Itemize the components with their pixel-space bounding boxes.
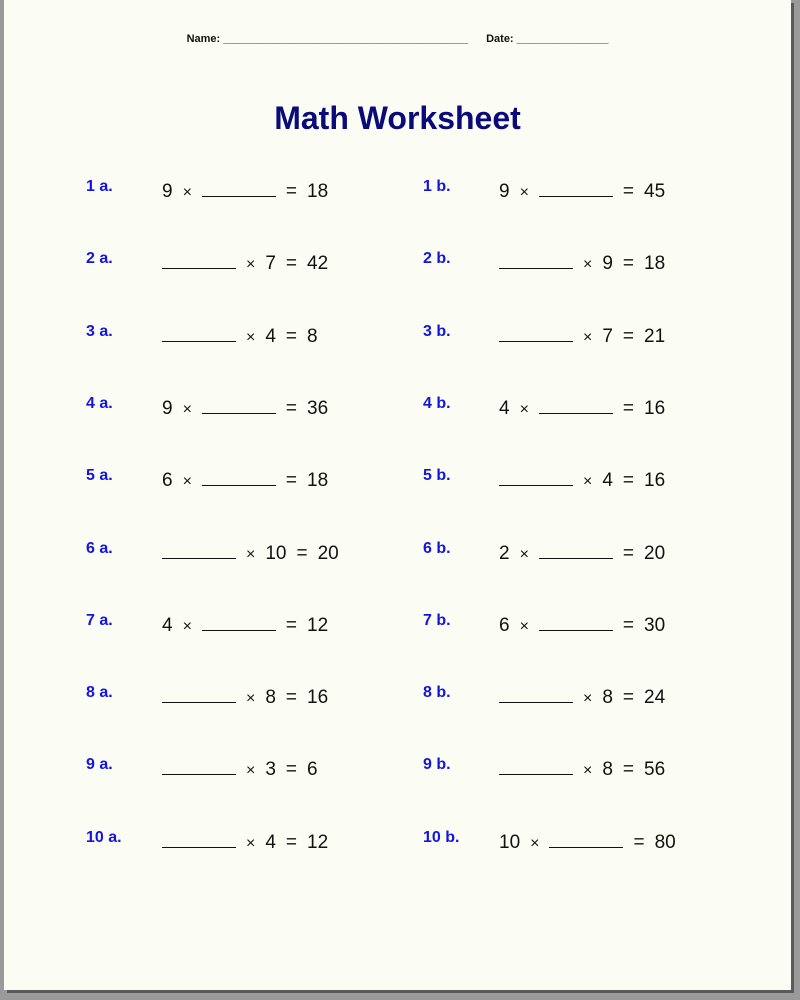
result: 18 — [307, 470, 329, 492]
problem-label: 3 a. — [86, 322, 113, 340]
equation — [162, 323, 318, 348]
equation — [499, 178, 665, 203]
equals-sign: = — [622, 253, 635, 275]
problem-label: 4 b. — [423, 394, 451, 412]
times-sign: × — [583, 328, 593, 346]
result: 16 — [644, 470, 666, 492]
equation — [499, 829, 676, 854]
result: 42 — [307, 253, 329, 275]
equals-sign: = — [622, 542, 635, 564]
times-sign: × — [530, 834, 540, 852]
second-factor: 3 — [265, 759, 276, 781]
second-factor: 4 — [265, 831, 276, 853]
result: 56 — [644, 759, 666, 781]
equation — [162, 250, 328, 275]
result: 24 — [644, 687, 666, 709]
equals-sign: = — [285, 181, 298, 202]
problem-label: 6 a. — [86, 539, 113, 557]
answer-blank[interactable] — [539, 612, 613, 631]
problem-label: 9 b. — [423, 756, 451, 774]
worksheet-page — [4, 0, 791, 990]
result: 16 — [644, 397, 666, 419]
problem-label: 7 b. — [423, 611, 451, 629]
first-factor: 9 — [162, 181, 173, 202]
first-factor: 9 — [499, 181, 510, 202]
times-sign: × — [246, 328, 256, 346]
equation — [162, 395, 328, 420]
problem-label: 6 b. — [423, 539, 451, 557]
times-sign: × — [182, 184, 192, 201]
times-sign: × — [519, 545, 529, 563]
times-sign: × — [246, 545, 256, 563]
problem-label: 2 a. — [86, 250, 113, 268]
problem-label: 3 b. — [423, 322, 451, 340]
equals-sign: = — [296, 542, 308, 564]
answer-blank[interactable] — [549, 829, 623, 848]
answer-blank[interactable] — [202, 178, 276, 197]
second-factor: 9 — [602, 253, 613, 275]
result: 12 — [307, 831, 329, 853]
second-factor: 8 — [265, 687, 276, 709]
result: 20 — [317, 542, 339, 564]
equation — [162, 540, 339, 565]
problem-label: 7 a. — [86, 611, 113, 629]
name-label: Name: — [186, 33, 221, 45]
equals-sign: = — [285, 397, 298, 419]
problem-label: 5 a. — [86, 467, 113, 485]
problem-label: 1 b. — [423, 178, 451, 195]
problem-label: 2 b. — [423, 250, 451, 268]
equals-sign: = — [622, 759, 635, 781]
times-sign: × — [519, 184, 529, 201]
equals-sign: = — [622, 614, 635, 636]
problem-label: 8 b. — [423, 684, 451, 702]
result: 18 — [307, 181, 329, 202]
equation — [162, 756, 318, 781]
header — [4, 33, 791, 45]
equation — [499, 756, 665, 781]
first-factor: 4 — [162, 614, 173, 636]
equals-sign: = — [285, 325, 298, 347]
answer-blank[interactable] — [499, 250, 573, 269]
answer-blank[interactable] — [162, 540, 236, 559]
equation — [499, 467, 665, 492]
equals-sign: = — [622, 181, 635, 202]
times-sign: × — [583, 256, 593, 274]
answer-blank[interactable] — [202, 395, 276, 414]
equation — [499, 323, 665, 348]
result: 80 — [654, 831, 676, 853]
second-factor: 4 — [265, 325, 276, 347]
first-factor: 10 — [499, 831, 521, 853]
equation — [499, 612, 665, 637]
answer-blank[interactable] — [162, 250, 236, 269]
result: 20 — [644, 542, 666, 564]
problem-label: 1 a. — [86, 178, 113, 195]
second-factor: 10 — [265, 542, 287, 564]
result: 45 — [644, 181, 666, 202]
equals-sign: = — [285, 831, 298, 853]
first-factor: 6 — [162, 470, 173, 492]
result: 8 — [307, 325, 318, 347]
problem-label: 10 b. — [423, 828, 460, 846]
equals-sign: = — [285, 253, 298, 275]
first-factor: 4 — [499, 397, 510, 419]
answer-blank[interactable] — [162, 829, 236, 848]
times-sign: × — [583, 762, 593, 780]
times-sign: × — [246, 762, 256, 780]
page-title: Math Worksheet — [274, 100, 521, 136]
times-sign: × — [246, 690, 256, 708]
answer-blank[interactable] — [539, 395, 613, 414]
answer-blank[interactable] — [499, 467, 573, 486]
equals-sign: = — [285, 614, 298, 636]
first-factor: 9 — [162, 397, 173, 419]
answer-blank[interactable] — [539, 540, 613, 559]
answer-blank[interactable] — [202, 612, 276, 631]
second-factor: 7 — [602, 325, 613, 347]
times-sign: × — [182, 617, 192, 635]
equals-sign: = — [285, 687, 298, 709]
equation — [162, 178, 328, 203]
problem-label: 8 a. — [86, 684, 113, 702]
equation — [162, 829, 328, 854]
result: 6 — [307, 759, 318, 781]
second-factor: 8 — [602, 759, 613, 781]
answer-blank[interactable] — [162, 684, 236, 703]
times-sign: × — [246, 256, 256, 274]
equals-sign: = — [285, 759, 298, 781]
answer-blank[interactable] — [499, 684, 573, 703]
date-label: Date: — [486, 33, 514, 45]
times-sign: × — [519, 617, 529, 635]
answer-blank[interactable] — [162, 756, 236, 775]
equals-sign: = — [622, 687, 635, 709]
equals-sign: = — [633, 831, 645, 853]
result: 30 — [644, 614, 666, 636]
problem-label: 9 a. — [86, 756, 113, 774]
equation — [162, 467, 328, 492]
equation — [162, 684, 328, 709]
equals-sign: = — [622, 470, 635, 492]
equals-sign: = — [285, 470, 298, 492]
problem-label: 4 a. — [86, 394, 113, 412]
times-sign: × — [583, 473, 593, 491]
equals-sign: = — [622, 325, 635, 347]
equation — [499, 395, 665, 420]
problem-label: 10 a. — [86, 828, 122, 846]
problem-label: 5 b. — [423, 467, 451, 485]
answer-blank[interactable] — [162, 323, 236, 342]
result: 21 — [644, 325, 666, 347]
result: 16 — [307, 687, 329, 709]
date-line: _______________ — [516, 33, 609, 45]
equation — [499, 684, 665, 709]
equation — [162, 612, 328, 637]
times-sign: × — [519, 400, 529, 418]
result: 12 — [307, 614, 329, 636]
times-sign: × — [583, 690, 593, 708]
answer-blank[interactable] — [202, 467, 276, 486]
second-factor: 7 — [265, 253, 276, 275]
answer-blank[interactable] — [539, 178, 613, 197]
answer-blank[interactable] — [499, 323, 573, 342]
times-sign: × — [246, 834, 256, 852]
result: 36 — [307, 397, 329, 419]
equation — [499, 250, 665, 275]
result: 18 — [644, 253, 666, 275]
first-factor: 2 — [499, 542, 510, 564]
times-sign: × — [182, 473, 192, 491]
equals-sign: = — [622, 397, 635, 419]
times-sign: × — [182, 400, 192, 418]
second-factor: 4 — [602, 470, 613, 492]
answer-blank[interactable] — [499, 756, 573, 775]
first-factor: 6 — [499, 614, 510, 636]
equation — [499, 540, 665, 565]
name-line: ________________________________________ — [223, 33, 468, 45]
second-factor: 8 — [602, 687, 613, 709]
